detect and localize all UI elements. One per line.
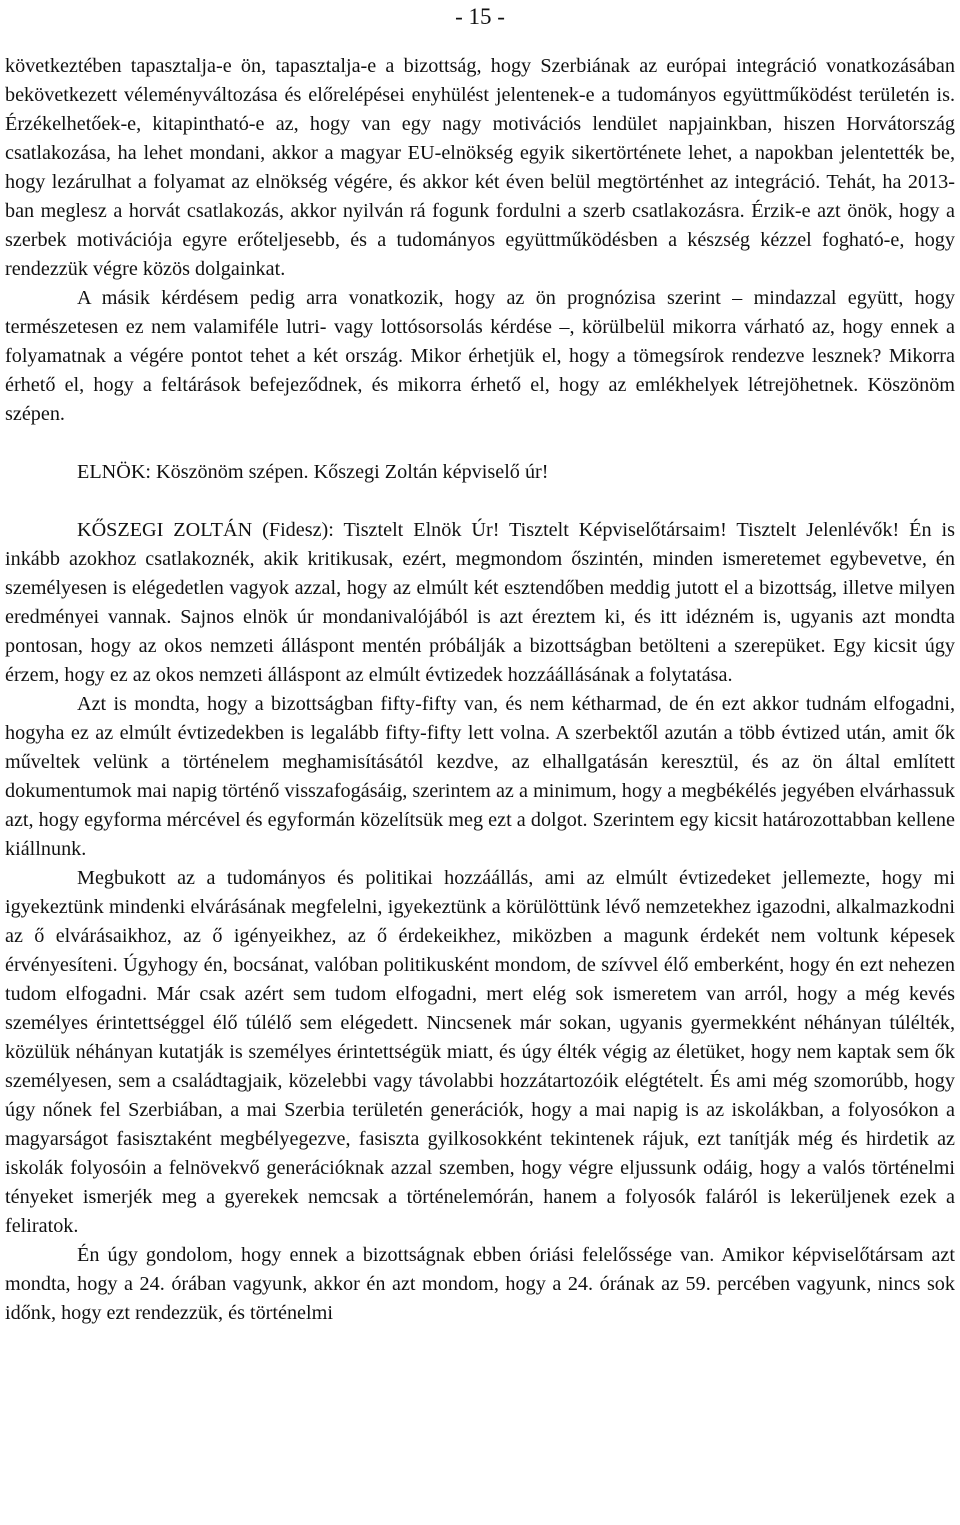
paragraph-spacer xyxy=(5,429,955,458)
paragraph-continuation: következtében tapasztalja-e ön, tapasztalja-e a bizottság, hogy Szerbiának az európai integráció vonatkozásában bekövetkezett véleményváltozása és előrelépései enyhülést jelentenek-e a tudományos együttműködést területén is. Érzékelhetőek-e, kitapintható-e az, hogy van egy nagy motivációs lendület napjainkban, hiszen Horvátország csatlakozása, ha lehet mondani, akkor a magyar EU-elnökség egyik sikertörténete lehet, a napokban jelentették be, hogy lezárulhat a folyamat az elnökség végére, és akkor két éven belül megtörténhet az integráció. Tehát, ha 2013-ban meglesz a horvát csatlakozás, akkor nyilván rá fogunk fordulni a szerb csatlakozásra. Érzik-e azt önök, hogy a szerbek motivációja egyre erőteljesebb, és a tudományos együttműködésben a készség kézzel fogható-e, hogy rendezzük végre közös dolgainkat. xyxy=(5,55,955,280)
paragraph-chair-remark: ELNÖK: Köszönöm szépen. Kőszegi Zoltán képviselő úr! xyxy=(77,461,549,483)
paragraph-fifty-fifty: Azt is mondta, hogy a bizottságban fifty-fifty van, és nem kétharmad, de én ezt akkor tudnám elfogadni, hogyha ez az elmúlt évtizedekben is legalább fifty-fifty lett volna. A szerbektől azután a több évtized után, amit ők műveltek velünk a történelem meghamisításától kezdve, az elhallgatásán keresztül, és az ön által említett dokumentumok mai napig történő visszafogásáig, szerintem az a minimum, hogy a megbékélés jegyében elvárhassuk azt, hogy egyforma mércével és egyformán közelítsük meg ezt a dolgot. Szerintem egy kicsit határozottabban kellene kiállnunk. xyxy=(5,693,955,860)
paragraph-failed-approach: Megbukott az a tudományos és politikai hozzáállás, ami az elmúlt évtizedeket jellemezte, hogy mi igyekeztünk mindenki elvárásának megfelelni, igyekeztünk a körülöttünk lévő nemzetekhez igazodni, alkalmazkodni az ő elvárásaikhoz, az ő igényeikhez, az ő érdekeikhez, miközben a magunk érdekét nem voltunk képesek érvényesíteni. Úgyhogy én, bocsánat, valóban politikusként mondom, de szívvel élő emberként, hogy én ezt nehezen tudom elfogadni. Már csak azért sem tudom elfogadni, mert elég sok ismeretem van arról, hogy a még kevés személyes érintettséggel élő túlélő sem elégedett. Nincsenek már sokan, ugyanis gyermekként néhányan túlélték, közülük néhányan kutatják is személyes érintettségük miatt, és úgy élték végig az életüket, hogy nem kaptak sem ők személyesen, sem a családtagjaik, közelebbi vagy távolabbi hozzátartozóik elégtételt. És ami még szomorúbb, hogy úgy nőnek fel Szerbiában, a mai Szerbia területén generációk, hogy a mai napig is az iskolákban, a folyosókon a magyarságot fasisztaként megbélyegezve, fasiszta gyilkosokként tekintenek rájuk, ezt tanítják még és hirdetik az iskolák folyosóin a felnövekvő generációknak azzal szemben, hogy végre eljussunk odáig, hogy a valós történelmi tényeket ismerjék meg a gyerekek nemcsak a történelemórán, hanem a folyosók faláról is lekerüljenek ezek a feliratok. xyxy=(5,867,955,1237)
paragraph-koszegi-intro: KŐSZEGI ZOLTÁN (Fidesz): Tisztelt Elnök Úr! Tisztelt Képviselőtársaim! Tisztelt Jelenlévők! Én is inkább azokhoz csatlakoznék, akik kritikusak, ezért, megmondom őszintén, minden ismeretemet egybevetve, én személyesen is elégedetlen vagyok azzal, hogy az elmúlt két esztendőben meddig jutott el a bizottság, illetve milyen eredményei vannak. Sajnos elnök úr mondanivalójából is azt éreztem ki, és itt idézném is, ugyanis azt mondta pontosan, hogy az okos nemzeti álláspont mentén próbálják a bizottságban betölteni a szerepüket. Egy kicsit úgy érzem, hogy ez az okos nemzeti álláspont az elmúlt évtizedek hozzáállásának a folytatása. xyxy=(5,519,955,686)
paragraph-spacer xyxy=(5,487,955,516)
document-body xyxy=(5,52,955,1328)
page-number: - 15 - xyxy=(455,4,505,29)
paragraph-second-question: A másik kérdésem pedig arra vonatkozik, hogy az ön prognózisa szerint – mindazzal együtt, hogy természetesen ez nem valamiféle lutri- vagy lottósorsolás kérdése –, körülbelül mikorra várható az, hogy ennek a folyamatnak a végére pontot tehet a két ország. Mikor érhetjük el, hogy a tömegsírok rendezve lesznek? Mikorra érhető el, hogy a feltárások befejeződnek, és mikorra érhető el, hogy az emlékhelyek létrejöhetnek. Köszönöm szépen. xyxy=(5,287,955,425)
paragraph-responsibility: Én úgy gondolom, hogy ennek a bizottságnak ebben óriási felelőssége van. Amikor képviselőtársam azt mondta, hogy a 24. órában vagyunk, akkor én azt mondom, hogy a 24. órának az 59. percében vagyunk, nincs sok időnk, hogy ezt rendezzük, és történelmi xyxy=(5,1244,955,1324)
